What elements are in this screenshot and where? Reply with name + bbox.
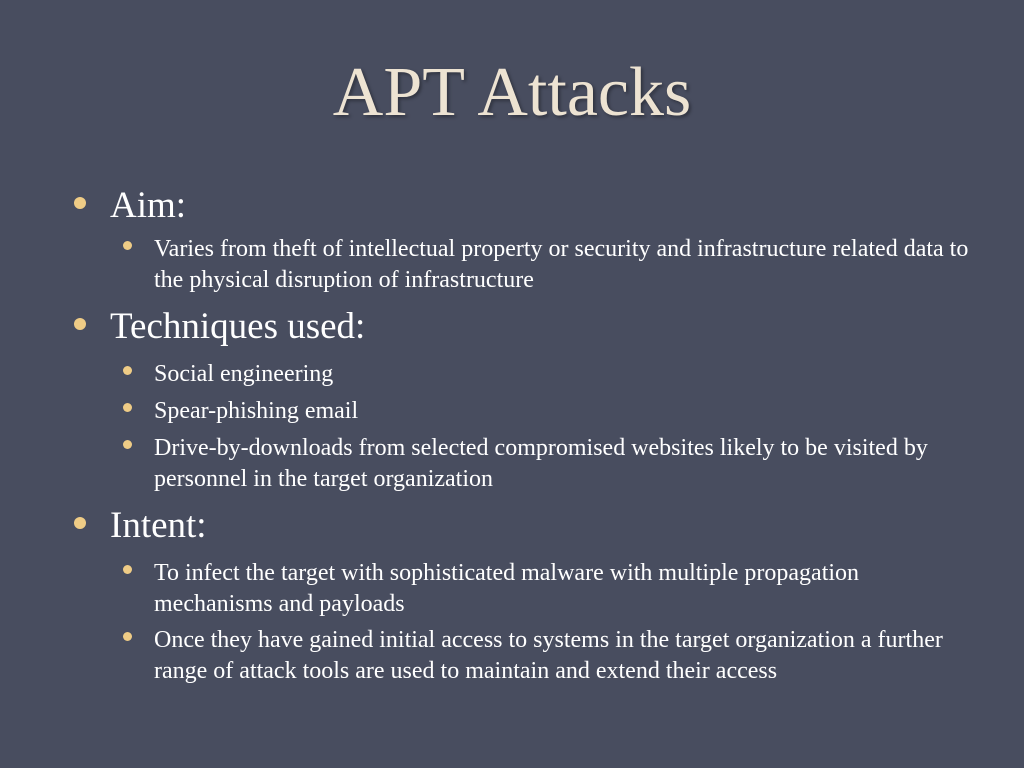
bullet-icon xyxy=(74,318,86,330)
section-heading-intent: Intent: xyxy=(110,505,207,546)
sub-bullet-icon xyxy=(123,241,132,250)
sub-bullet-icon xyxy=(123,632,132,641)
list-item-techniques-1: Social engineering xyxy=(154,361,334,387)
sub-bullet-icon xyxy=(123,403,132,412)
list-item-aim-1: Varies from theft of intellectual property or security and infrastructure related data to the physical disruption of infrastructure xyxy=(154,236,969,293)
section-heading-aim: Aim: xyxy=(110,185,187,226)
bullet-icon xyxy=(74,197,86,209)
list-item-intent-2: Once they have gained initial access to systems in the target organization a further range of attack tools are used to maintain and extend their access xyxy=(154,627,943,684)
sub-bullet-icon xyxy=(123,565,132,574)
bullet-icon xyxy=(74,517,86,529)
slide-title: APT Attacks xyxy=(332,54,692,131)
sub-bullet-icon xyxy=(123,440,132,449)
section-heading-techniques: Techniques used: xyxy=(110,306,366,347)
list-item-techniques-3: Drive-by-downloads from selected compromised websites likely to be visited by personnel in the target organization xyxy=(154,435,928,492)
sub-bullet-icon xyxy=(123,366,132,375)
list-item-techniques-2: Spear-phishing email xyxy=(154,398,359,424)
list-item-intent-1: To infect the target with sophisticated malware with multiple propagation mechanisms and payloads xyxy=(154,560,860,617)
